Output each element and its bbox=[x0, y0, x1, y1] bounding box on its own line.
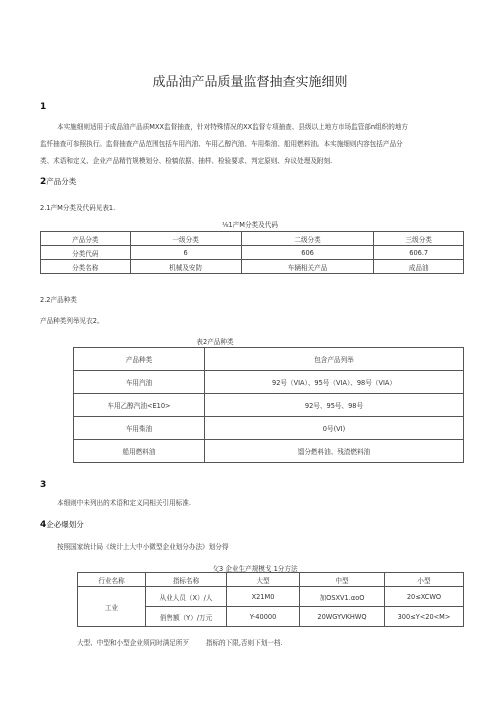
table-cell: 车用汽油 bbox=[74, 371, 205, 394]
product-type-table bbox=[73, 347, 464, 463]
section-1-number: 1 bbox=[40, 102, 47, 112]
header-cell: 小型 bbox=[385, 573, 464, 587]
table-cell: 机械及安防 bbox=[130, 260, 241, 274]
header-cell: 三级分类 bbox=[374, 232, 464, 246]
header-cell: 产品分类 bbox=[41, 232, 131, 246]
section-2-2-heading: 2.2产品种类 bbox=[40, 296, 77, 304]
table-cell: 20WGYVKHWQ bbox=[300, 607, 385, 627]
section-2-label: 产品分类 bbox=[46, 177, 77, 186]
section-1-line-1: 本实施细则适用于成品油产品质MXX监督抽查，针对特殊情况的XX监督专项抽查、县级以上地方市场监管部n组织的地方 bbox=[57, 123, 409, 131]
table-cell: 俏售额（Y）/万元 bbox=[146, 607, 227, 627]
header-cell: 包含产品列举 bbox=[205, 348, 464, 371]
classification-table bbox=[40, 231, 464, 274]
header-cell: 指标名称 bbox=[146, 573, 227, 587]
section-4-text: 按照国家统计局《统计上大中小微型企业划分办法》划分得 bbox=[57, 543, 229, 551]
section-1-line-3: 类、术语和定义、企业产品精竹规模划分、检犒依据、抽样、检验要求、判定原则、弁议处理及附刻. bbox=[40, 157, 333, 165]
table-cell: X21M0 bbox=[227, 587, 300, 607]
table-row bbox=[41, 246, 464, 260]
table-cell: 606.7 bbox=[374, 246, 464, 260]
table-1-caption: ⅛1产M分类及代码 bbox=[222, 221, 278, 229]
section-3-number: 3 bbox=[40, 480, 47, 490]
table-cell: 船用燃料油 bbox=[74, 440, 205, 463]
table-cell: 分类代码 bbox=[41, 246, 131, 260]
table-cell: 92号（VIA）、95号（VIA）、98号（VIA） bbox=[205, 371, 464, 394]
table-cell: 成品油 bbox=[374, 260, 464, 274]
section-4-label: 企必爆划分 bbox=[46, 520, 84, 529]
enterprise-scale-table bbox=[77, 572, 464, 627]
table-row bbox=[74, 440, 464, 463]
footer-note: 大型、中型和小型企业须同时满足所歹 指标的下限,否则下划一档. bbox=[77, 639, 283, 647]
section-4-number: 4 bbox=[40, 520, 47, 530]
table-header-row bbox=[41, 232, 464, 246]
table-cell: 车用柴油 bbox=[74, 417, 205, 440]
section-2-1-text: 2.1产M分类及代码见表1. bbox=[40, 204, 116, 212]
section-2-number: 2 bbox=[40, 177, 47, 187]
table-cell: 加OSXV1.αoO bbox=[300, 587, 385, 607]
header-cell: 中型 bbox=[300, 573, 385, 587]
section-3-text: 本细则中未列出的术语和定义同相关引用标准. bbox=[57, 499, 191, 507]
header-cell: 一级分类 bbox=[130, 232, 241, 246]
table-row bbox=[41, 260, 464, 274]
table-cell: 20≤XCWO bbox=[385, 587, 464, 607]
table-cell: 6 bbox=[130, 246, 241, 260]
table-row bbox=[74, 394, 464, 417]
table-cell: Y-40000 bbox=[227, 607, 300, 627]
table-header-row bbox=[78, 573, 464, 587]
section-2-heading bbox=[40, 176, 76, 187]
section-2-2-text: 产品种类列举见衣2。 bbox=[40, 317, 104, 325]
header-cell: 行业名称 bbox=[78, 573, 146, 587]
industry-cell: 工业 bbox=[78, 587, 146, 627]
table-row bbox=[78, 587, 464, 607]
table-cell: 92号、95号、98号 bbox=[205, 394, 464, 417]
table-cell: 馏分燃料油、残渣燃料油 bbox=[205, 440, 464, 463]
table-cell: 300≤Y<20<M> bbox=[385, 607, 464, 627]
table-row bbox=[74, 417, 464, 440]
table-cell: 分类名称 bbox=[41, 260, 131, 274]
table-row bbox=[74, 371, 464, 394]
table-cell: 车辆相关产品 bbox=[241, 260, 374, 274]
table-cell: 车用乙醇汽油<E10> bbox=[74, 394, 205, 417]
section-1-line-2: 监忏抽查可参照执行。监督抽查产品范围包括车用汽油、车用乙醇汽油、车用柴油、船用燃料油。本实施细则内容包括产品分 bbox=[40, 140, 403, 148]
header-cell: 大型 bbox=[227, 573, 300, 587]
header-cell: 二级分类 bbox=[241, 232, 374, 246]
section-4-heading bbox=[40, 519, 84, 530]
table-header-row bbox=[74, 348, 464, 371]
document-title: 成品油产品质量监督抽查实施细则 bbox=[152, 75, 348, 90]
header-cell: 产品种类 bbox=[74, 348, 205, 371]
table-cell: 606 bbox=[241, 246, 374, 260]
table-3-caption: 攵3 企业生产规模戈 1分方法 bbox=[212, 565, 298, 573]
table-2-caption: 表2产品种类 bbox=[196, 338, 234, 346]
table-cell: 从业人员（X）/人 bbox=[146, 587, 227, 607]
table-cell: 0号(VI) bbox=[205, 417, 464, 440]
